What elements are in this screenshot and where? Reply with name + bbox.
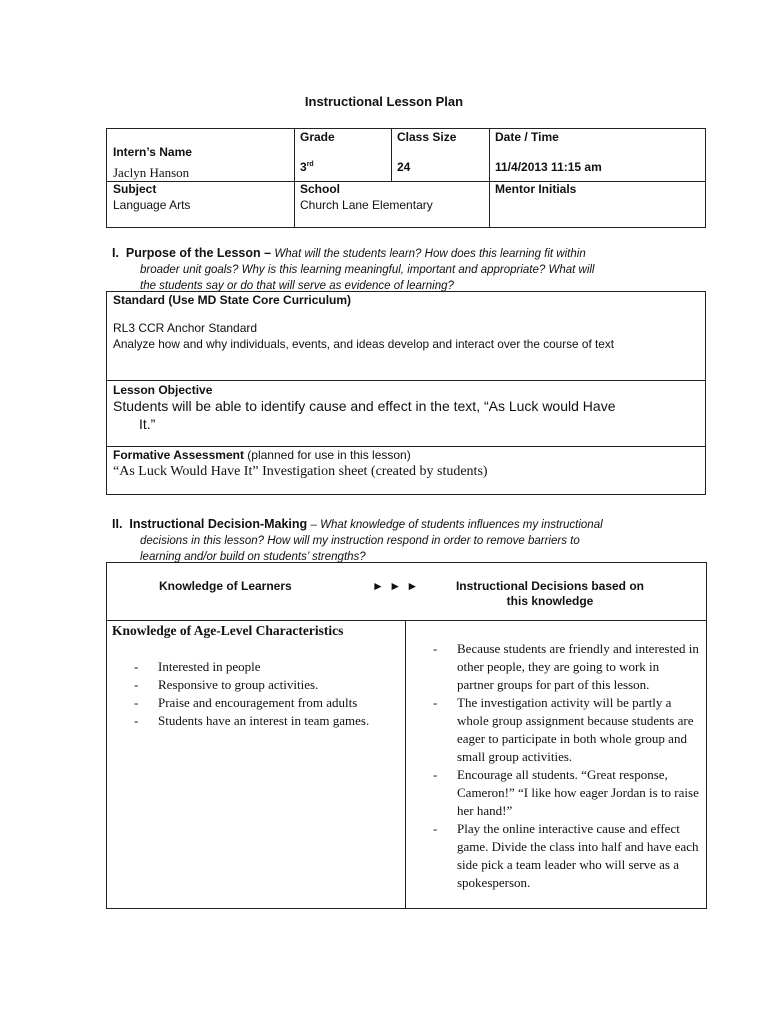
section-2-number: II. (112, 517, 123, 531)
section-2-heading (112, 517, 712, 565)
age-level-heading: Knowledge of Age-Level Characteristics (112, 623, 344, 638)
standard-text: Analyze how and why individuals, events, and ideas develop and interact over the course of text (113, 337, 615, 351)
info-table-divider (489, 128, 490, 228)
section-2-title: Instructional Decision-Making (129, 517, 308, 531)
section-1-line-1 (112, 246, 712, 262)
formative-assessment-note: (planned for use in this lesson) (247, 448, 411, 462)
lesson-objective-line-1: Students will be able to identify cause and effect in the text, “As Luck would Have (113, 398, 616, 414)
list-item: - Interested in people (134, 658, 396, 676)
intern-name-label: Intern’s Name (113, 145, 192, 159)
instructional-decisions-header-line-2: this knowledge (506, 594, 594, 608)
list-item: - Students have an interest in team games. (134, 712, 396, 730)
grade-label: Grade (300, 130, 335, 144)
info-table-divider (391, 128, 392, 182)
standard-code: RL3 CCR Anchor Standard (113, 321, 258, 335)
list-item: - The investigation activity will be partly a whole group assignment because students are eager to participate in both whole group and small group activities. (433, 694, 699, 766)
formative-assessment-label: Formative Assessment (113, 448, 244, 462)
purpose-row-divider (106, 446, 706, 447)
class-size-value: 24 (397, 160, 411, 174)
date-time-value: 11/4/2013 11:15 am (495, 160, 602, 174)
standard-label: Standard (Use MD State Core Curriculum) (113, 293, 352, 307)
section-1-title: Purpose of the Lesson – (125, 246, 272, 260)
section-2-line-2 (112, 533, 712, 549)
formative-assessment-text: “As Luck Would Have It” Investigation sheet (created by students) (113, 464, 488, 479)
instructional-decisions-header (430, 579, 670, 609)
knowledge-header-divider (106, 620, 707, 621)
list-item: - Because students are friendly and interested in other people, they are going to work in partner groups for part of this lesson. (433, 640, 699, 694)
instructional-decisions-header-line-1: Instructional Decisions based on (455, 579, 645, 593)
grade-number: 3 (300, 160, 307, 174)
purpose-row-divider (106, 380, 706, 381)
arrows-icon: ► ► ► (372, 579, 420, 593)
section-1-line-2 (112, 262, 712, 278)
knowledge-of-learners-header: Knowledge of Learners (159, 579, 292, 593)
list-item: - Responsive to group activities. (134, 676, 396, 694)
lesson-objective-label: Lesson Objective (113, 383, 213, 397)
section-2-prompt-1: – What knowledge of students influences my instructional (310, 519, 603, 531)
intern-name-value: Jaclyn Hanson (113, 165, 190, 180)
lesson-objective-text (113, 397, 703, 433)
section-1-prompt-2: broader unit goals? Why is this learning meaningful, important and appropriate? What will (140, 264, 595, 276)
mentor-initials-label: Mentor Initials (495, 182, 577, 196)
section-1-prompt-3: the students say or do that will serve as evidence of learning? (140, 280, 454, 292)
formative-assessment-header (113, 448, 411, 462)
decisions-list (433, 640, 699, 892)
list-item: - Praise and encouragement from adults (134, 694, 396, 712)
info-table-divider (294, 128, 295, 228)
section-1-number: I. (112, 246, 119, 260)
info-table-row-divider (106, 181, 706, 182)
list-item: - Encourage all students. “Great response, Cameron!” “I like how eager Jordan is to raise her hand!” (433, 766, 699, 820)
knowledge-column-divider (405, 620, 406, 909)
subject-label: Subject (113, 182, 157, 196)
grade-value (300, 160, 314, 174)
school-value: Church Lane Elementary (300, 198, 433, 212)
section-1-prompt-1: What will the students learn? How does this learning fit within (274, 248, 586, 260)
section-2-prompt-2: decisions in this lesson? How will my instruction respond in order to remove barriers to (140, 535, 580, 547)
learners-list (134, 658, 396, 730)
mentor-initials-value[interactable] (495, 198, 695, 218)
section-2-prompt-3: learning and/or build on students’ strengths? (140, 551, 366, 563)
lesson-objective-line-2: It.” (139, 416, 156, 432)
school-label: School (300, 182, 341, 196)
section-2-line-1 (112, 517, 712, 533)
list-item: - Play the online interactive cause and effect game. Divide the class into half and have each side pick a team leader who will serve as a spokesperson. (433, 820, 699, 892)
grade-suffix: rd (306, 161, 314, 168)
date-time-label: Date / Time (495, 130, 559, 144)
class-size-label: Class Size (397, 130, 457, 144)
section-1-heading (112, 246, 712, 294)
subject-value: Language Arts (113, 198, 191, 212)
page-title: Instructional Lesson Plan (304, 94, 464, 109)
